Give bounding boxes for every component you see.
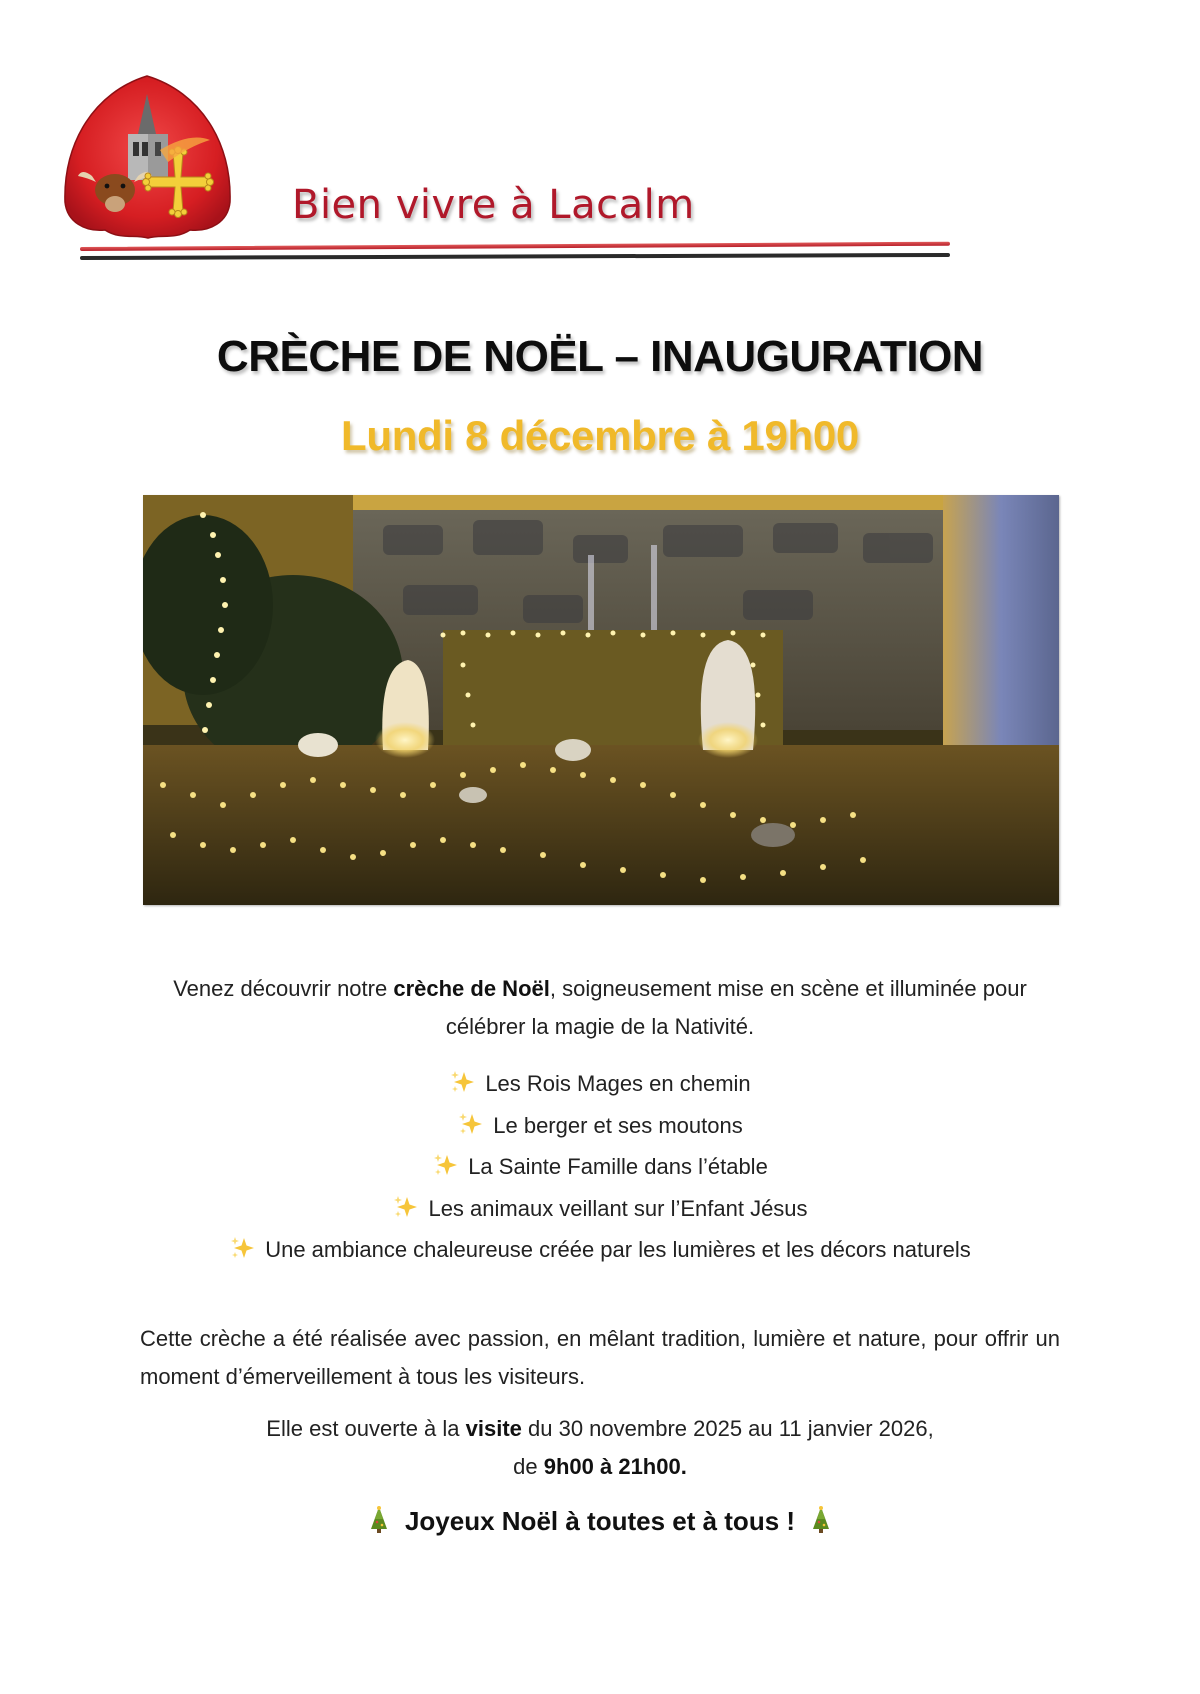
intro-text-1: Venez découvrir notre [173,976,394,1001]
feature-text: Les Rois Mages en chemin [485,1071,751,1096]
greeting-text: Joyeux Noël à toutes et à tous ! [404,1506,796,1536]
feature-item [140,1063,1060,1105]
brand-title: Bien vivre à Lacalm [292,182,695,228]
sparkles-icon [449,1069,475,1095]
greeting [0,1505,1200,1537]
schedule-text-2: de [513,1454,544,1479]
feature-list [140,1063,1060,1269]
feature-item [140,1188,1060,1230]
intro-paragraph [140,970,1060,1046]
schedule-hours: 9h00 à 21h00. [543,1454,687,1479]
schedule-text-1: Elle est ouverte à la [266,1416,466,1441]
sparkles-icon [457,1111,483,1137]
feature-text: Les animaux veillant sur l’Enfant Jésus [428,1195,808,1221]
feature-text: La Sainte Famille dans l’étable [468,1154,768,1179]
schedule-dates: du 30 novembre 2025 au 11 janvier 2026, [521,1416,934,1441]
feature-text: Une ambiance chaleureuse créée par les lumières et les décors naturels [265,1237,971,1262]
sparkles-icon [229,1235,255,1261]
sparkles-icon [432,1152,458,1178]
intro-text-2: , soigneusement mise en scène et illuminée pour célébrer la magie de la Nativité. [445,976,1027,1039]
sparkles-icon [392,1194,418,1220]
village-logo [60,72,235,244]
schedule-paragraph [140,1410,1060,1486]
feature-text: Le berger et ses moutons [493,1112,743,1138]
event-date: Lundi 8 décembre à 19h00 [340,412,859,459]
header-divider-black [80,253,950,260]
intro-highlight: crèche de Noël [393,976,550,1001]
nativity-photo [143,495,1059,905]
christmas-tree-icon [367,1505,391,1535]
schedule-highlight-visit: visite [465,1416,522,1441]
feature-item [140,1105,1060,1147]
event-title: CRÈCHE DE NOËL – INAUGURATION [216,332,984,381]
feature-item [140,1146,1060,1188]
closing-paragraph: Cette crèche a été réalisée avec passion, en mêlant tradition, lumière et nature, pour offrir un moment d’émerveillement à tous les visiteurs. [140,1326,1060,1389]
christmas-tree-icon [809,1505,833,1535]
feature-item [140,1231,1060,1269]
